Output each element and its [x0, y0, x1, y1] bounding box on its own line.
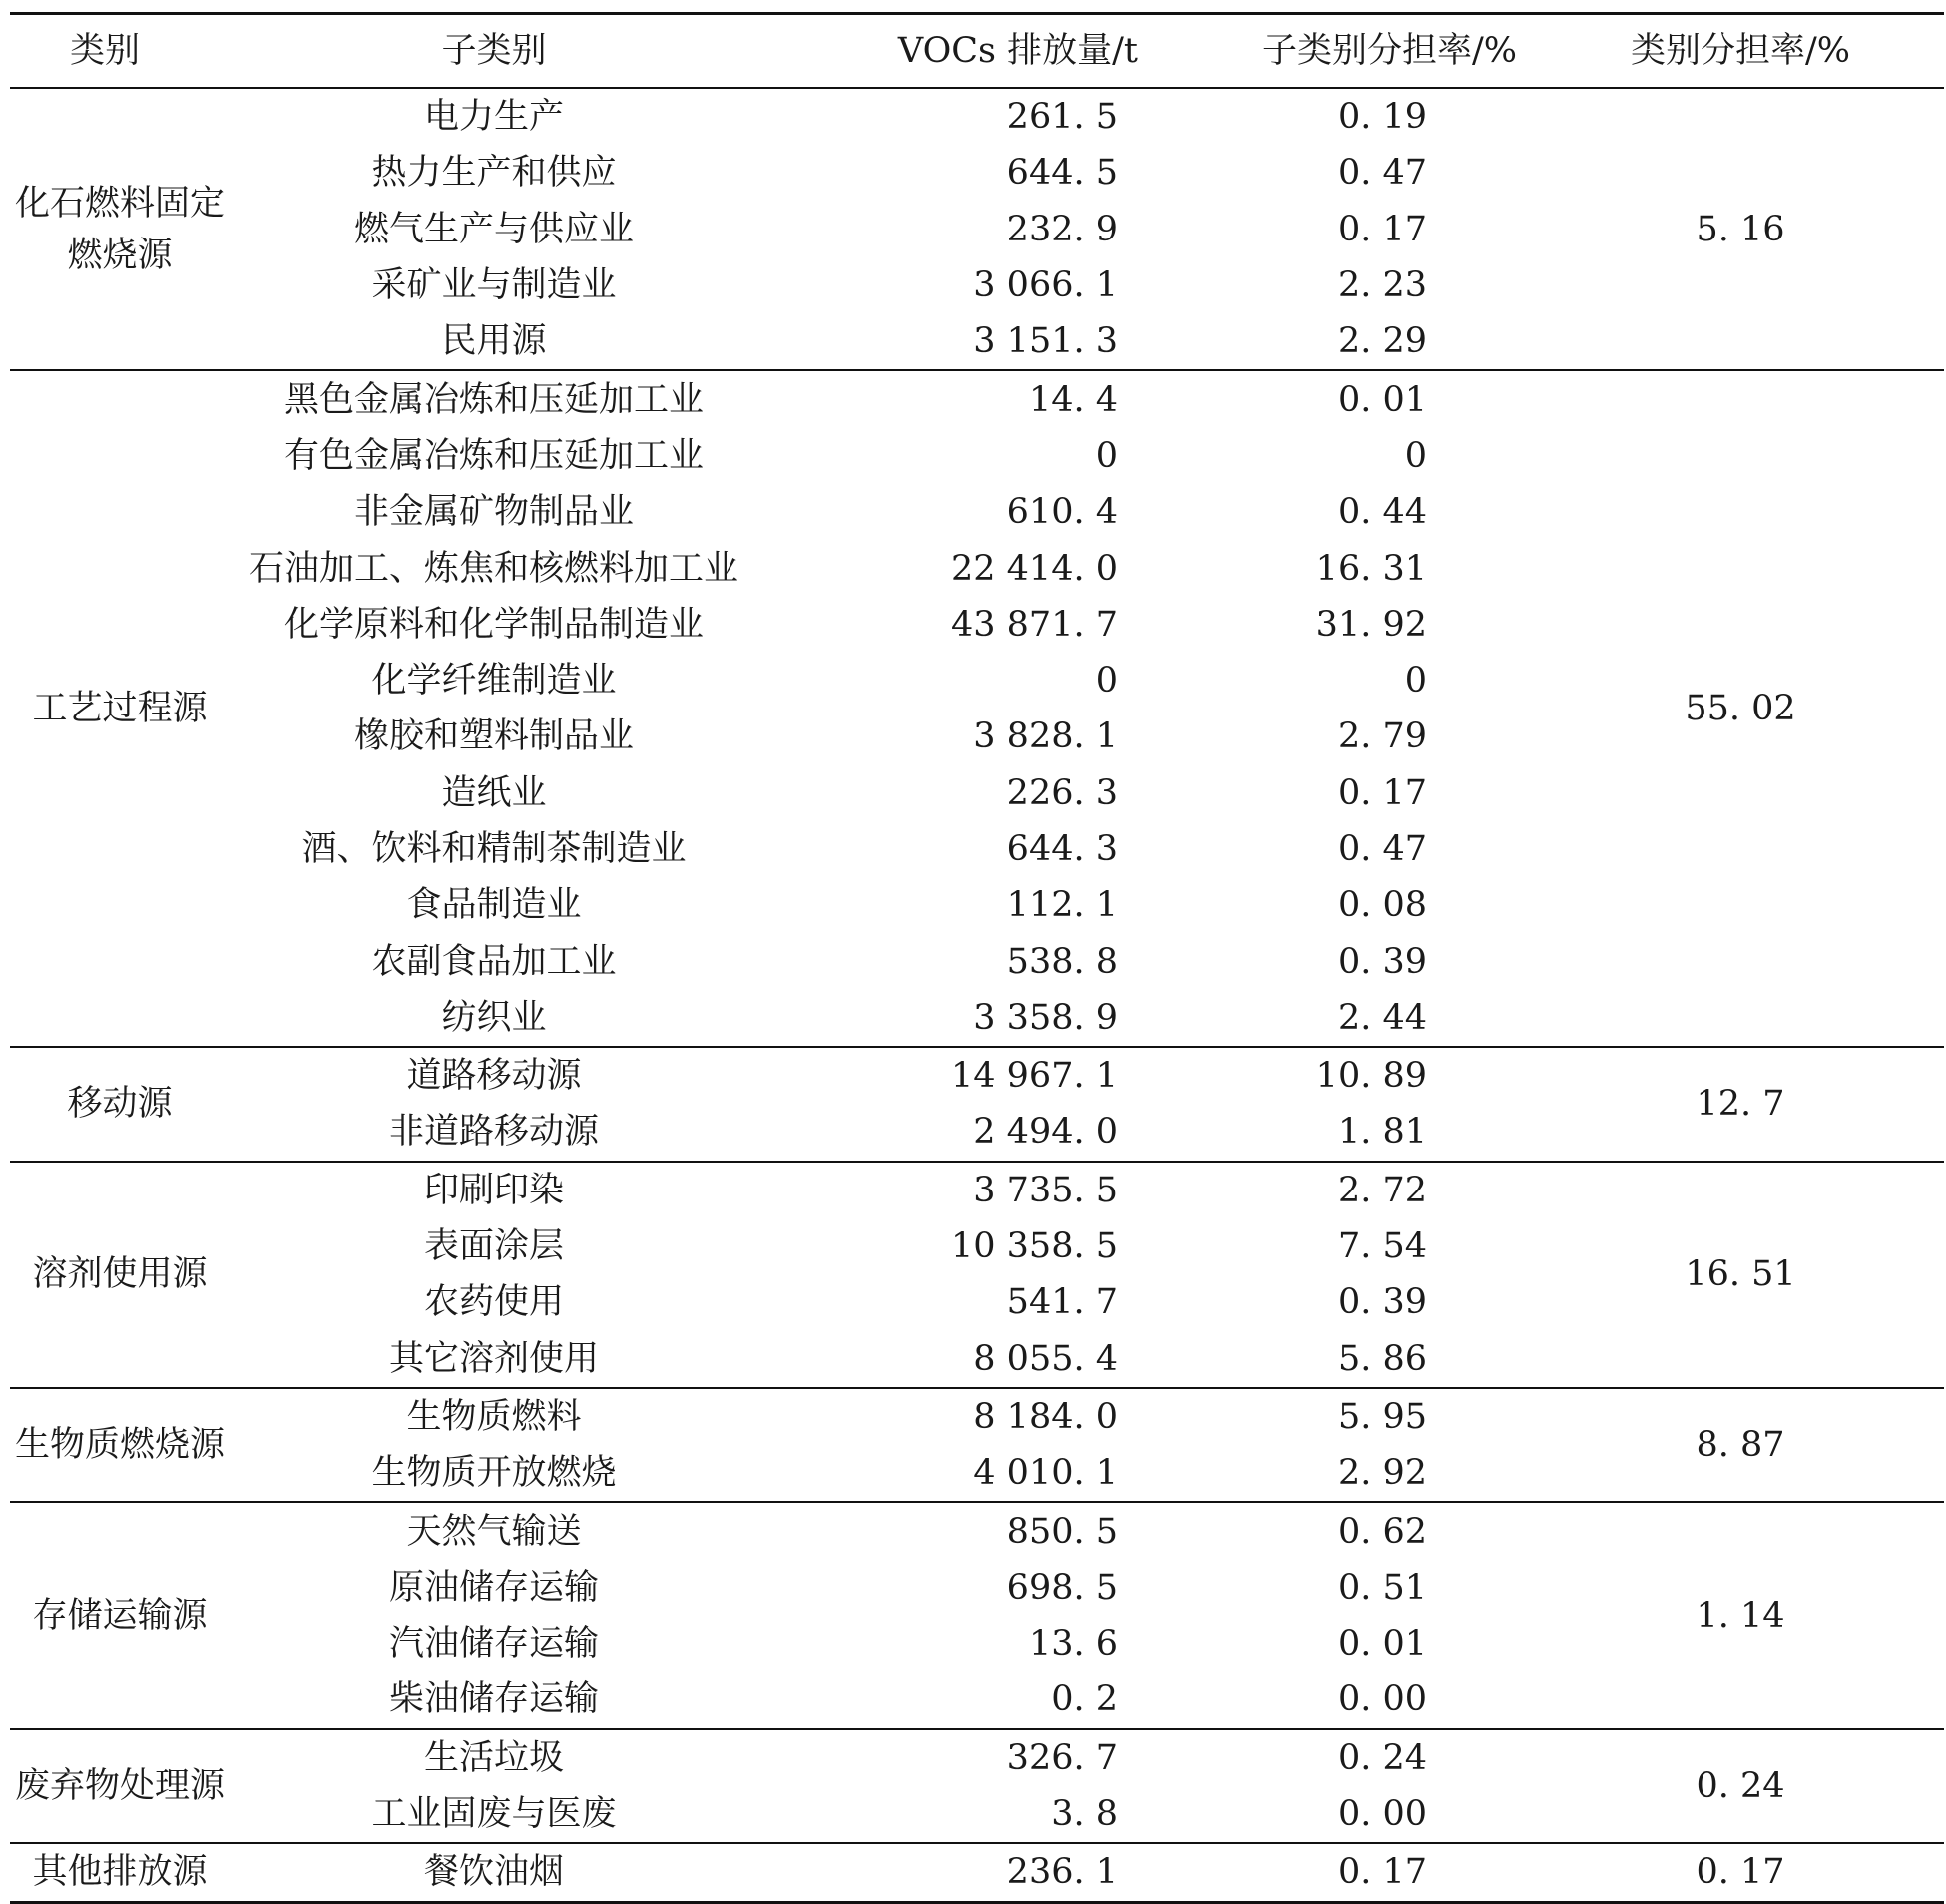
subcategory-cell: 黑色金属冶炼和压延加工业 [230, 370, 758, 427]
subcategory-cell: 道路移动源 [230, 1047, 758, 1104]
subcategory-cell: 柴油储存运输 [388, 1679, 599, 1720]
sub-share-cell: 0. 51 [1337, 1567, 1427, 1608]
sub-share-cell: 5. 86 [1337, 1338, 1427, 1379]
subcategory-cell: 有色金属冶炼和压延加工业 [283, 435, 704, 476]
sub-share-cell: 0. 47 [1337, 829, 1427, 869]
emission-cell: 14 967. 1 [758, 1047, 1158, 1104]
subcategory-cell: 生物质开放燃烧 [371, 1453, 617, 1494]
emission-cell: 3. 8 [1051, 1794, 1118, 1835]
emission-cell: 236. 1 [758, 1843, 1158, 1902]
emission-cell: 112. 1 [1006, 885, 1118, 926]
sub-share-cell: 0. 08 [1337, 885, 1427, 926]
sub-share-cell: 1. 81 [1337, 1112, 1427, 1153]
category-cell: 工艺过程源 [10, 370, 230, 1047]
emission-cell: 10 358. 5 [951, 1226, 1118, 1267]
subcategory-cell: 化学原料和化学制品制造业 [283, 604, 704, 645]
sub-share-cell: 0. 19 [1158, 88, 1537, 145]
category-cell: 化石燃料固定燃烧源 [10, 88, 230, 370]
sub-share-cell: 0. 39 [1337, 1282, 1427, 1323]
header-subcategory: 子类别 [230, 14, 758, 89]
emission-cell: 232. 9 [1006, 209, 1118, 249]
subcategory-cell: 工业固废与医废 [371, 1794, 617, 1835]
emission-cell: 698. 5 [1006, 1567, 1118, 1608]
category-group [10, 1502, 1944, 1728]
emission-cell: 538. 8 [1006, 941, 1118, 982]
header-cat-share: 类别分担率/% [1537, 14, 1944, 89]
category-share-cell: 8. 87 [1537, 1388, 1944, 1503]
emission-cell: 3 066. 1 [973, 265, 1118, 306]
header-row [10, 14, 1944, 89]
emission-cell: 8 055. 4 [973, 1338, 1118, 1379]
table-row [10, 1047, 1944, 1104]
category-cell: 其他排放源 [10, 1843, 230, 1902]
table-header [10, 14, 1944, 89]
category-group [10, 1047, 1944, 1162]
table-row [10, 1729, 1944, 1786]
emission-cell: 2 494. 0 [973, 1112, 1118, 1153]
table-row [10, 88, 1944, 145]
category-cell: 存储运输源 [10, 1502, 230, 1728]
emission-cell: 0 [1095, 435, 1118, 476]
subcategory-cell: 天然气输送 [230, 1502, 758, 1559]
sub-share-cell: 2. 92 [1337, 1453, 1427, 1494]
emission-cell: 610. 4 [1006, 492, 1118, 533]
emission-cell: 43 871. 7 [951, 604, 1118, 645]
sub-share-cell: 0 [1404, 661, 1427, 702]
sub-share-cell: 0. 17 [1337, 209, 1427, 249]
category-group [10, 1162, 1944, 1388]
subcategory-cell: 汽油储存运输 [388, 1624, 599, 1665]
table-row [10, 370, 1944, 427]
sub-share-cell: 2. 23 [1337, 265, 1427, 306]
sub-share-cell: 0. 00 [1337, 1679, 1427, 1720]
emission-cell: 3 735. 5 [758, 1162, 1158, 1218]
sub-share-cell: 10. 89 [1158, 1047, 1537, 1104]
subcategory-cell: 非道路移动源 [388, 1112, 599, 1153]
subcategory-cell: 其它溶剂使用 [388, 1338, 599, 1379]
category-cell: 移动源 [10, 1047, 230, 1162]
emission-cell: 850. 5 [758, 1502, 1158, 1559]
subcategory-cell: 采矿业与制造业 [371, 265, 617, 306]
emission-cell: 13. 6 [1028, 1624, 1118, 1665]
subcategory-cell: 热力生产和供应 [371, 153, 617, 194]
table-row [10, 1843, 1944, 1902]
emission-cell: 3 358. 9 [973, 997, 1118, 1038]
emission-cell: 326. 7 [758, 1729, 1158, 1786]
category-share-cell: 0. 17 [1537, 1843, 1944, 1902]
category-group [10, 88, 1944, 370]
emission-cell: 3 151. 3 [973, 321, 1118, 362]
category-cell: 废弃物处理源 [10, 1729, 230, 1844]
subcategory-cell: 非金属矿物制品业 [353, 492, 634, 533]
table-row [10, 1162, 1944, 1218]
sub-share-cell: 5. 95 [1158, 1388, 1537, 1445]
header-sub-share: 子类别分担率/% [1158, 14, 1537, 89]
subcategory-cell: 生物质燃料 [230, 1388, 758, 1445]
subcategory-cell: 生活垃圾 [230, 1729, 758, 1786]
emission-cell: 22 414. 0 [951, 548, 1118, 589]
sub-share-cell: 0. 00 [1337, 1794, 1427, 1835]
sub-share-cell: 16. 31 [1315, 548, 1427, 589]
emission-table [10, 12, 1944, 1904]
subcategory-cell: 农药使用 [423, 1282, 564, 1323]
table-row [10, 1502, 1944, 1559]
subcategory-cell: 造纸业 [441, 772, 547, 813]
sub-share-cell: 0. 17 [1158, 1843, 1537, 1902]
category-share-cell: 12. 7 [1537, 1047, 1944, 1162]
category-share-cell: 55. 02 [1537, 370, 1944, 1047]
emission-cell: 14. 4 [758, 370, 1158, 427]
sub-share-cell: 0. 17 [1337, 772, 1427, 813]
category-group [10, 370, 1944, 1047]
sub-share-cell: 2. 72 [1158, 1162, 1537, 1218]
sub-share-cell: 0. 47 [1337, 153, 1427, 194]
category-cell: 溶剂使用源 [10, 1162, 230, 1388]
category-share-cell: 5. 16 [1537, 88, 1944, 370]
emission-cell: 0 [1095, 661, 1118, 702]
category-cell: 生物质燃烧源 [10, 1388, 230, 1503]
emission-cell: 3 828. 1 [973, 716, 1118, 757]
emission-cell: 0. 2 [1051, 1679, 1118, 1720]
sub-share-cell: 0. 24 [1158, 1729, 1537, 1786]
sub-share-cell: 0. 39 [1337, 941, 1427, 982]
subcategory-cell: 表面涂层 [423, 1226, 564, 1267]
emission-cell: 4 010. 1 [973, 1453, 1118, 1494]
category-share-cell: 16. 51 [1537, 1162, 1944, 1388]
sub-share-cell: 31. 92 [1315, 604, 1427, 645]
emission-cell: 644. 3 [1006, 829, 1118, 869]
sub-share-cell: 0. 01 [1337, 1624, 1427, 1665]
emission-cell: 261. 5 [758, 88, 1158, 145]
sub-share-cell: 2. 29 [1337, 321, 1427, 362]
emission-cell: 226. 3 [1006, 772, 1118, 813]
category-group [10, 1388, 1944, 1503]
subcategory-cell: 纺织业 [441, 997, 547, 1038]
subcategory-cell: 橡胶和塑料制品业 [353, 716, 634, 757]
category-group [10, 1729, 1944, 1844]
sub-share-cell: 2. 44 [1337, 997, 1427, 1038]
subcategory-cell: 电力生产 [230, 88, 758, 145]
sub-share-cell: 0. 01 [1158, 370, 1537, 427]
subcategory-cell: 化学纤维制造业 [371, 661, 617, 702]
subcategory-cell: 食品制造业 [406, 885, 582, 926]
subcategory-cell: 民用源 [441, 321, 547, 362]
subcategory-cell: 餐饮油烟 [230, 1843, 758, 1902]
emission-cell: 541. 7 [1006, 1282, 1118, 1323]
category-share-cell: 0. 24 [1537, 1729, 1944, 1844]
sub-share-cell: 0. 44 [1337, 492, 1427, 533]
sub-share-cell: 7. 54 [1337, 1226, 1427, 1267]
subcategory-cell: 印刷印染 [230, 1162, 758, 1218]
category-group [10, 1843, 1944, 1902]
emission-cell: 8 184. 0 [758, 1388, 1158, 1445]
emission-cell: 644. 5 [1006, 153, 1118, 194]
subcategory-cell: 石油加工、炼焦和核燃料加工业 [248, 548, 738, 589]
header-category: 类别 [10, 14, 230, 89]
subcategory-cell: 燃气生产与供应业 [353, 209, 634, 249]
category-share-cell: 1. 14 [1537, 1502, 1944, 1728]
subcategory-cell: 酒、饮料和精制茶制造业 [301, 829, 687, 869]
subcategory-cell: 原油储存运输 [388, 1567, 599, 1608]
subcategory-cell: 农副食品加工业 [371, 941, 617, 982]
sub-share-cell: 0 [1404, 435, 1427, 476]
header-emission: VOCs 排放量/t [758, 14, 1158, 89]
sub-share-cell: 0. 62 [1158, 1502, 1537, 1559]
table-row [10, 1388, 1944, 1445]
sub-share-cell: 2. 79 [1337, 716, 1427, 757]
